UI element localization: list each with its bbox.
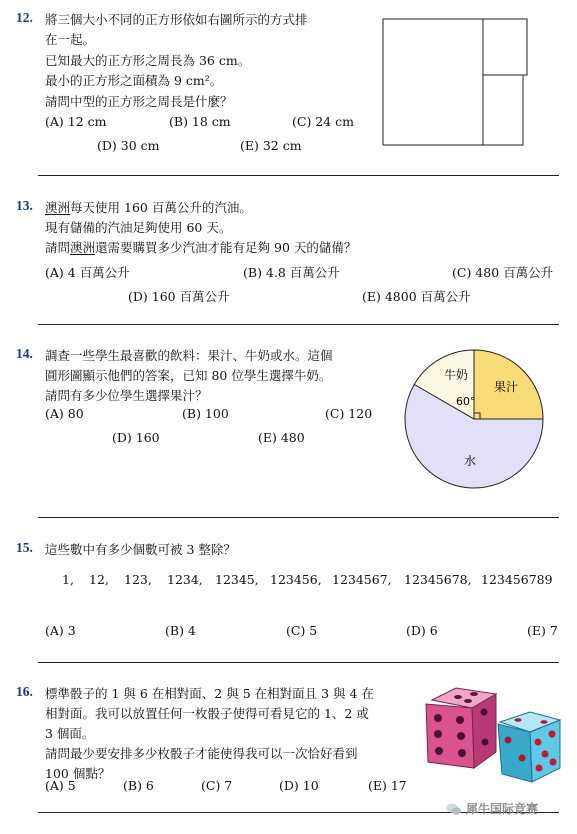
q15-number-1: 1,: [62, 572, 74, 587]
pie-label-juice: 果汁: [493, 380, 519, 394]
pie-angle-label: 60°: [456, 395, 476, 408]
q13-option-e: (E) 4800 百萬公升: [362, 289, 471, 304]
q15-number-7: 1234567,: [332, 572, 392, 587]
q15-number-4: 1234,: [167, 572, 203, 587]
q14-option-a: (A) 80: [45, 406, 84, 421]
q13-line-2: 現有儲備的汽油足夠使用 60 天。: [45, 220, 232, 235]
divider: [38, 175, 559, 176]
two-dice-illustration: [418, 682, 566, 790]
q15-option-c: (C) 5: [286, 623, 318, 638]
q12-line-5: 請問中型的正方形之周長是什麼？: [45, 94, 233, 109]
q13-option-a: (A) 4 百萬公升: [45, 265, 130, 280]
q15-number-8: 12345678,: [404, 572, 472, 587]
drinks-pie-chart: [400, 346, 548, 492]
q16-option-c: (C) 7: [201, 778, 233, 793]
q13-line-3: [45, 238, 356, 256]
q15-option-a: (A) 3: [45, 623, 76, 638]
q12-option-a: (A) 12 cm: [45, 114, 107, 129]
q16-line-4: 請問最少要安排多少枚骰子才能使得我可以一次恰好看到: [45, 746, 358, 761]
watermark: [446, 800, 538, 817]
q16-line-3: 3 個面。: [45, 726, 95, 741]
divider: [38, 662, 559, 663]
question-13-number: 13.: [16, 198, 33, 213]
q13-line-1-text: 每天使用 160 百萬公升的汽油。: [70, 200, 252, 215]
q16-line-2: 相對面。我可以放置任何一枚骰子使得可看見它的 1、2 或: [45, 706, 369, 721]
q15-number-9: 123456789: [481, 572, 553, 587]
three-squares-figure: [380, 16, 530, 148]
q16-option-d: (D) 10: [279, 778, 319, 793]
divider: [38, 324, 559, 325]
q13-place-name: 澳洲: [45, 200, 71, 215]
q16-option-a: (A) 5: [45, 778, 76, 793]
q12-line-2: 在一起。: [45, 32, 96, 47]
q15-number-2: 12,: [89, 572, 109, 587]
q15-number-6: 123456,: [270, 572, 322, 587]
divider: [38, 517, 559, 518]
pink-die-icon: [426, 688, 496, 768]
q13-option-d: (D) 160 百萬公升: [128, 289, 230, 304]
q15-option-d: (D) 6: [406, 623, 438, 638]
q13-line-3-prefix: 請問: [45, 240, 71, 255]
q12-option-e: (E) 32 cm: [240, 138, 302, 153]
q15-number-5: 12345,: [215, 572, 259, 587]
q12-line-1: 將三個大小不同的正方形依如右圖所示的方式排: [45, 12, 308, 27]
q16-option-b: (B) 6: [123, 778, 154, 793]
q15-number-3: 123,: [124, 572, 152, 587]
question-12-number: 12.: [16, 10, 33, 25]
q13-option-c: (C) 480 百萬公升: [452, 265, 554, 280]
q14-line-1: 調查一些學生最喜歡的飲料：果汁、牛奶或水。這個: [45, 348, 333, 363]
smallest-square: [483, 75, 523, 145]
q14-option-d: (D) 160: [112, 430, 160, 445]
q16-line-1: 標準骰子的 1 與 6 在相對面、2 與 5 在相對面且 3 與 4 在: [45, 686, 374, 701]
question-15-number: 15.: [16, 540, 33, 555]
q13-line-3-text: 還需要購買多少汽油才能有足夠 90 天的儲備？: [95, 240, 357, 255]
q15-option-b: (B) 4: [165, 623, 196, 638]
q14-line-2: 圓形圖顯示他們的答案，已知 80 位學生選擇牛奶。: [45, 368, 332, 383]
q13-option-b: (B) 4.8 百萬公升: [243, 265, 340, 280]
q12-line-4: 最小的正方形之面積為 9 cm²。: [45, 73, 223, 88]
q16-line-5: 100 個點？: [45, 766, 111, 781]
q14-option-e: (E) 480: [258, 430, 305, 445]
q16-option-e: (E) 17: [368, 778, 407, 793]
pie-label-milk: 牛奶: [443, 368, 469, 382]
watermark-text: 犀牛国际竞赛: [466, 802, 539, 816]
q14-line-3: 請問有多少位學生選擇果汁？: [45, 388, 208, 403]
question-14-number: 14.: [16, 346, 33, 361]
q15-question: 這些數中有多少個數可被 3 整除？: [45, 542, 236, 557]
q12-option-c: (C) 24 cm: [292, 114, 355, 129]
pie-label-water: 水: [463, 454, 477, 468]
blue-die-icon: [498, 712, 560, 782]
wechat-icon: [446, 802, 462, 816]
medium-square: [483, 19, 527, 75]
q15-option-e: (E) 7: [527, 623, 558, 638]
q13-place-name-2: 澳洲: [70, 240, 96, 255]
q12-option-d: (D) 30 cm: [97, 138, 160, 153]
q14-option-b: (B) 100: [182, 406, 229, 421]
q14-option-c: (C) 120: [325, 406, 373, 421]
q13-line-1: [45, 198, 252, 216]
largest-square: [383, 19, 483, 145]
q12-option-b: (B) 18 cm: [169, 114, 231, 129]
q12-line-3: 已知最大的正方形之周長為 36 cm。: [45, 53, 251, 68]
question-16-number: 16.: [16, 684, 33, 699]
